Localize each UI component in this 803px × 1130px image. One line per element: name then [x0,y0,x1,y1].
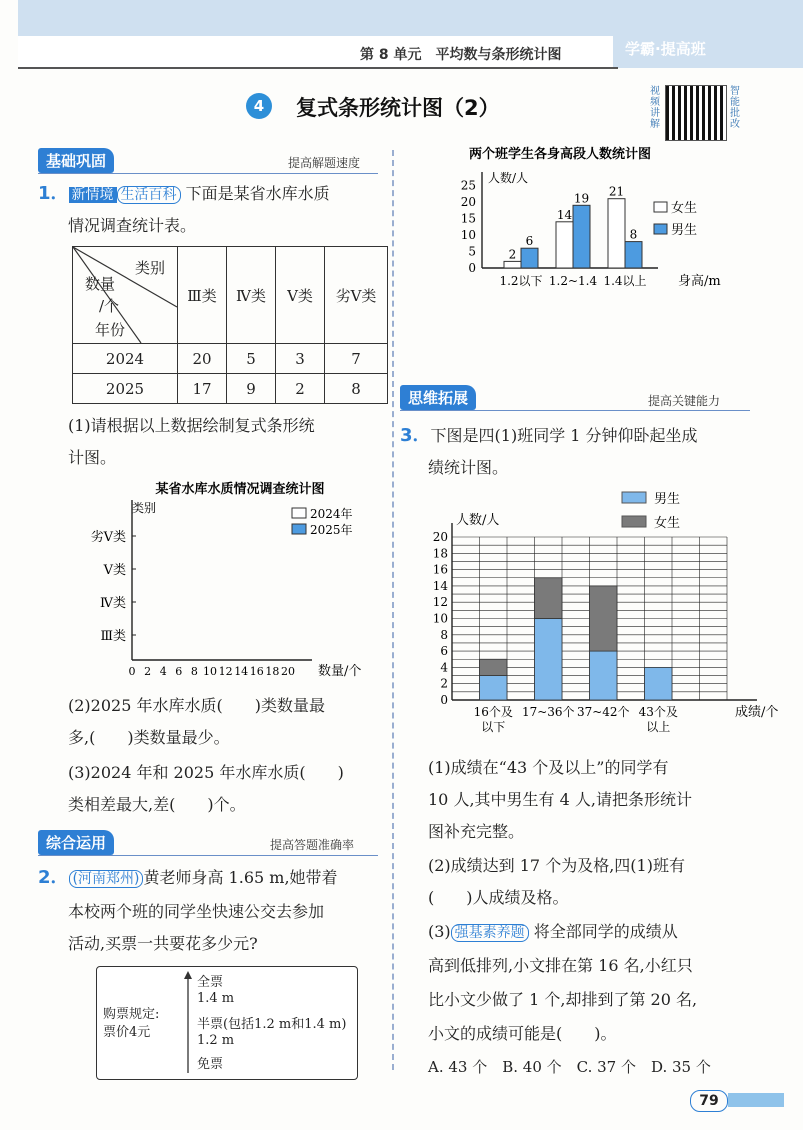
qr-right-label: 智能批改 [730,86,740,130]
x-tick-label: 0 [128,665,136,678]
unit-title: 第 8 单元 平均数与条形统计图 [360,47,562,63]
category-label: 17~36个 [521,705,575,719]
y-tick-label: 4 [440,660,448,675]
bar-value-label: 19 [573,191,590,206]
legend-swatch [292,508,306,518]
x-tick-label: 18 [265,665,280,678]
x-tick-label: 6 [175,665,183,678]
table-cell: 20 [178,344,227,374]
y-tick-label: 10 [460,228,476,242]
q3-part3-a: 将全部同学的成绩从 [533,922,678,941]
ticket-half: 半票(包括1.2 m和1.4 m) [197,1017,347,1032]
row-year: 2025 [73,374,178,404]
section-rule-apply [38,855,378,856]
bar-value-label: 8 [629,227,638,242]
q3-part3-c: 比小文少做了 1 个,却排到了第 20 名, [428,990,698,1009]
q1-part2-a: (2)2025 年水库水质( )类数量最 [68,696,325,715]
q2-number: 2． [38,867,69,888]
table-cell: 5 [227,344,276,374]
q3-part1-a: (1)成绩在“43 个及以上”的同学有 [428,758,669,777]
lesson-number-badge: 4 [246,93,272,119]
header-qty: 数量 [85,275,116,293]
category-label: 1.2以下 [499,274,543,288]
legend-label: 2024年 [310,507,353,521]
bar-value-label: 21 [608,184,625,199]
lesson-title: 复式条形统计图（2） [296,96,500,120]
bar [608,199,625,268]
table-cell: 2 [276,374,325,404]
header-category: 类别 [135,259,166,277]
table-cell: 7 [325,344,388,374]
y-axis-label: 类别 [132,501,157,515]
bar [625,242,642,268]
col-header: 劣Ⅴ类 [325,247,388,344]
chart-title: 某省水库水质情况调查统计图 [155,482,325,497]
category-label: 16个及 [473,705,513,719]
q3-part1-c: 图补充完整。 [428,822,525,841]
bar [535,578,563,619]
y-tick-label: 20 [460,195,476,209]
ticket-price: 票价4元 [103,1025,151,1040]
height-arrow [181,971,195,1075]
category-label: Ⅲ类 [100,629,126,644]
y-axis-label: 人数/人 [456,513,500,528]
table-cell: 17 [178,374,227,404]
q1-part2-b: 多,( )类数量最少。 [68,728,230,747]
q3-stem-a: 下图是四(1)班同学 1 分钟仰卧起坐成 [430,426,698,445]
x-axis-label: 成绩/个 [735,705,779,720]
legend-swatch [654,224,667,234]
q3-part2-a: (2)成绩达到 17 个为及格,四(1)班有 [428,856,685,875]
legend-swatch [622,516,646,527]
row-year: 2024 [73,344,178,374]
section-tagline-extend: 提高关键能力 [648,394,721,408]
q3-stem-b: 绩统计图。 [428,458,509,477]
category-label: 以上 [646,720,671,734]
q2-stem-b: 本校两个班的同学坐快速公交去参加 [68,902,325,921]
bar [590,651,618,700]
header-rule [18,67,618,69]
bar-value-label: 6 [525,234,534,249]
bar [521,248,538,268]
y-tick-label: 0 [440,693,448,707]
table-row [73,344,388,374]
section-tagline-apply: 提高答题准确率 [270,838,355,852]
ticket-rule-label: 购票规定: [103,1007,160,1022]
q1-stem-a: 下面是某省水库水质 [185,184,330,203]
x-tick-label: 16 [249,665,264,678]
legend-label: 男生 [654,492,681,507]
ticket-free: 免票 [197,1057,224,1072]
col-header: Ⅴ类 [276,247,325,344]
legend-swatch [654,202,667,212]
y-tick-label: 20 [432,530,448,544]
q1-stem-line1 [38,178,330,211]
brand-label: 学霸·提高班 [625,40,706,58]
bar [645,667,673,700]
bar [480,676,508,700]
q1-part1-b: 计图。 [68,448,117,467]
category-label: Ⅴ类 [103,563,126,578]
column-divider [392,150,394,1070]
section-rule-basic [38,173,378,174]
x-tick-label: 10 [203,665,217,678]
x-tick-label: 8 [190,665,198,678]
q3-stem-line1 [400,420,698,451]
table-row [73,374,388,404]
y-axis-label: 人数/人 [488,171,529,185]
water-quality-chart[interactable] [70,478,380,688]
y-tick-label: 8 [440,627,448,642]
q3-options[interactable]: A. 43 个 B. 40 个 C. 37 个 D. 35 个 [428,1058,711,1076]
header-unit: /个 [99,297,120,315]
q3-part3-b: 高到低排列,小文排在第 16 名,小红只 [428,956,693,975]
height-group-chart [420,142,740,302]
x-tick-label: 14 [234,665,249,678]
q1-stem-b: 情况调查统计表。 [68,216,197,235]
y-tick-label: 18 [432,546,448,561]
y-tick-label: 5 [468,244,476,259]
table-header-row [73,247,388,344]
legend-label: 男生 [671,223,698,238]
section-tag-apply: 综合运用 [38,830,114,855]
category-label: 劣Ⅴ类 [90,530,126,545]
q3-number: 3． [400,425,431,446]
category-label: 1.4以上 [603,274,647,288]
q1-number: 1． [38,183,69,204]
legend-label: 2025年 [310,523,353,537]
y-tick-label: 15 [460,211,476,226]
page-number: 79 [690,1090,728,1112]
y-tick-label: 14 [432,578,448,593]
situp-score-chart[interactable] [400,484,779,744]
y-tick-label: 10 [432,611,448,626]
bar [535,619,563,701]
q3-tag-core: 强基素养题 [451,924,529,942]
q1-part1-a: (1)请根据以上数据绘制复式条形统 [68,416,315,435]
legend-swatch [292,524,306,534]
x-axis-label: 身高/m [678,274,721,289]
bar [573,205,590,268]
qr-code[interactable] [665,85,727,141]
category-label: 37~42个 [576,705,630,719]
x-axis-label: 数量/个 [318,664,362,679]
legend-label: 女生 [671,201,698,216]
col-header: Ⅳ类 [227,247,276,344]
y-tick-label: 12 [432,595,448,610]
q3-part3-d: 小文的成绩可能是( )。 [428,1024,617,1043]
ticket-full: 全票 [197,975,224,990]
y-tick-label: 25 [460,178,476,193]
section-rule-extend [400,410,750,411]
bar [556,222,573,268]
q2-tag-region: (河南郑州) [69,870,144,888]
q2-stem-line1 [38,862,338,895]
q3-part3-line1: (3) 强基素养题 将全部同学的成绩从 [428,922,678,941]
q1-tag-life: 生活百科 [117,186,181,204]
ticket-rule-box [96,966,358,1080]
y-tick-label: 0 [468,261,476,275]
page-strip [728,1093,784,1107]
q3-part1-b: 10 人,其中男生有 4 人,请把条形统计 [428,790,692,809]
q3-part2-b: ( )人成绩及格。 [428,888,569,907]
y-tick-label: 16 [432,562,448,577]
table-cell: 9 [227,374,276,404]
table-cell: 3 [276,344,325,374]
bar [480,659,508,675]
header-year: 年份 [95,321,126,339]
section-tag-extend: 思维拓展 [400,385,476,410]
table-diagonal-header [73,247,178,344]
q1-tag-new: 新情境 [69,187,117,203]
ticket-height-1: 1.4 m [197,991,235,1006]
bar [504,261,521,268]
category-label: 以下 [481,720,506,734]
table-cell: 8 [325,374,388,404]
section-tag-basic: 基础巩固 [38,148,114,173]
legend-swatch [622,492,646,503]
q2-stem-a: 黄老师身高 1.65 m,她带着 [143,868,338,887]
bar-value-label: 2 [508,247,517,262]
y-tick-label: 6 [440,644,448,659]
chart-title: 两个班学生各身高段人数统计图 [468,147,652,162]
section-tagline-basic: 提高解题速度 [288,156,361,170]
category-label: 43个及 [638,705,678,719]
x-tick-label: 20 [281,665,295,678]
category-label: 1.2~1.4 [548,274,598,288]
category-label: Ⅳ类 [100,596,126,611]
x-tick-label: 4 [159,665,167,678]
q1-part3-b: 类相差最大,差( )个。 [68,795,246,814]
legend-label: 女生 [654,516,681,531]
x-tick-label: 2 [144,665,152,678]
y-tick-label: 2 [440,676,448,691]
bar-value-label: 14 [556,207,573,222]
bar [590,586,618,651]
ticket-height-2: 1.2 m [197,1033,235,1048]
x-tick-label: 12 [218,665,233,678]
q2-stem-c: 活动,买票一共要花多少元? [68,934,258,953]
qr-left-label: 视频讲解 [650,86,660,130]
water-quality-table [72,246,388,404]
col-header: Ⅲ类 [178,247,227,344]
q1-part3-a: (3)2024 年和 2025 年水库水质( ) [68,763,344,782]
